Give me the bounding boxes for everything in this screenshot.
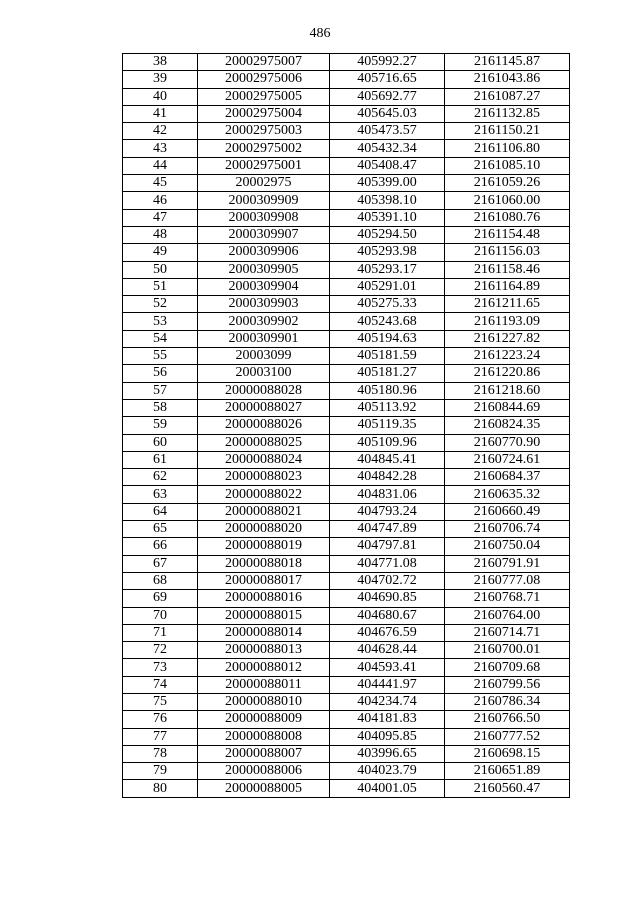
y-coordinate-cell: 2160791.91	[445, 555, 570, 572]
table-row	[123, 607, 570, 624]
point-id-cell: 20002975	[198, 175, 330, 192]
point-id-cell: 20000088020	[198, 521, 330, 538]
x-coordinate-cell: 405294.50	[330, 226, 445, 243]
table-row	[123, 226, 570, 243]
y-coordinate-cell: 2160768.71	[445, 590, 570, 607]
x-coordinate-cell: 404747.89	[330, 521, 445, 538]
x-coordinate-cell: 405692.77	[330, 88, 445, 105]
x-coordinate-cell: 404690.85	[330, 590, 445, 607]
y-coordinate-cell: 2161158.46	[445, 261, 570, 278]
y-coordinate-cell: 2160844.69	[445, 399, 570, 416]
table-row	[123, 555, 570, 572]
x-coordinate-cell: 405180.96	[330, 382, 445, 399]
table-row	[123, 711, 570, 728]
point-id-cell: 20002975003	[198, 123, 330, 140]
row-number-cell: 72	[123, 642, 198, 659]
row-number-cell: 66	[123, 538, 198, 555]
y-coordinate-cell: 2161043.86	[445, 71, 570, 88]
y-coordinate-cell: 2161156.03	[445, 244, 570, 261]
row-number-cell: 75	[123, 693, 198, 710]
y-coordinate-cell: 2161132.85	[445, 105, 570, 122]
y-coordinate-cell: 2161223.24	[445, 348, 570, 365]
x-coordinate-cell: 404797.81	[330, 538, 445, 555]
row-number-cell: 43	[123, 140, 198, 157]
x-coordinate-cell: 404831.06	[330, 486, 445, 503]
x-coordinate-cell: 405716.65	[330, 71, 445, 88]
row-number-cell: 50	[123, 261, 198, 278]
table-row	[123, 451, 570, 468]
row-number-cell: 38	[123, 54, 198, 71]
point-id-cell: 20000088008	[198, 728, 330, 745]
x-coordinate-cell: 404771.08	[330, 555, 445, 572]
row-number-cell: 63	[123, 486, 198, 503]
row-number-cell: 61	[123, 451, 198, 468]
point-id-cell: 20000088027	[198, 399, 330, 416]
x-coordinate-cell: 404023.79	[330, 763, 445, 780]
point-id-cell: 2000309908	[198, 209, 330, 226]
y-coordinate-cell: 2160651.89	[445, 763, 570, 780]
y-coordinate-cell: 2160770.90	[445, 434, 570, 451]
point-id-cell: 2000309907	[198, 226, 330, 243]
point-id-cell: 20000088025	[198, 434, 330, 451]
y-coordinate-cell: 2160766.50	[445, 711, 570, 728]
y-coordinate-cell: 2160777.08	[445, 572, 570, 589]
table-row	[123, 417, 570, 434]
row-number-cell: 64	[123, 503, 198, 520]
coordinates-table	[122, 53, 570, 798]
table-row	[123, 244, 570, 261]
x-coordinate-cell: 404676.59	[330, 624, 445, 641]
y-coordinate-cell: 2161145.87	[445, 54, 570, 71]
x-coordinate-cell: 404793.24	[330, 503, 445, 520]
row-number-cell: 54	[123, 330, 198, 347]
table-row	[123, 503, 570, 520]
row-number-cell: 59	[123, 417, 198, 434]
y-coordinate-cell: 2160706.74	[445, 521, 570, 538]
point-id-cell: 20002975005	[198, 88, 330, 105]
table-row	[123, 278, 570, 295]
x-coordinate-cell: 404593.41	[330, 659, 445, 676]
y-coordinate-cell: 2161080.76	[445, 209, 570, 226]
x-coordinate-cell: 404628.44	[330, 642, 445, 659]
point-id-cell: 20000088012	[198, 659, 330, 676]
point-id-cell: 20000088023	[198, 469, 330, 486]
point-id-cell: 20002975006	[198, 71, 330, 88]
table-row	[123, 469, 570, 486]
table-row	[123, 296, 570, 313]
x-coordinate-cell: 405398.10	[330, 192, 445, 209]
x-coordinate-cell: 404702.72	[330, 572, 445, 589]
row-number-cell: 44	[123, 157, 198, 174]
row-number-cell: 80	[123, 780, 198, 797]
point-id-cell: 20000088013	[198, 642, 330, 659]
row-number-cell: 56	[123, 365, 198, 382]
x-coordinate-cell: 405293.17	[330, 261, 445, 278]
table-row	[123, 330, 570, 347]
point-id-cell: 20002975002	[198, 140, 330, 157]
row-number-cell: 74	[123, 676, 198, 693]
x-coordinate-cell: 405391.10	[330, 209, 445, 226]
table-row	[123, 123, 570, 140]
table-row	[123, 763, 570, 780]
y-coordinate-cell: 2160786.34	[445, 693, 570, 710]
row-number-cell: 76	[123, 711, 198, 728]
table-row	[123, 590, 570, 607]
table-row	[123, 365, 570, 382]
y-coordinate-cell: 2161227.82	[445, 330, 570, 347]
row-number-cell: 39	[123, 71, 198, 88]
y-coordinate-cell: 2160777.52	[445, 728, 570, 745]
point-id-cell: 20000088009	[198, 711, 330, 728]
y-coordinate-cell: 2161164.89	[445, 278, 570, 295]
y-coordinate-cell: 2160799.56	[445, 676, 570, 693]
table-row	[123, 71, 570, 88]
row-number-cell: 71	[123, 624, 198, 641]
table-row	[123, 538, 570, 555]
point-id-cell: 2000309904	[198, 278, 330, 295]
row-number-cell: 48	[123, 226, 198, 243]
point-id-cell: 20000088026	[198, 417, 330, 434]
x-coordinate-cell: 405291.01	[330, 278, 445, 295]
point-id-cell: 20000088006	[198, 763, 330, 780]
row-number-cell: 69	[123, 590, 198, 607]
table-row	[123, 348, 570, 365]
y-coordinate-cell: 2160764.00	[445, 607, 570, 624]
table-row	[123, 434, 570, 451]
x-coordinate-cell: 405992.27	[330, 54, 445, 71]
point-id-cell: 20000088010	[198, 693, 330, 710]
point-id-cell: 20002975001	[198, 157, 330, 174]
row-number-cell: 55	[123, 348, 198, 365]
x-coordinate-cell: 405432.34	[330, 140, 445, 157]
row-number-cell: 52	[123, 296, 198, 313]
y-coordinate-cell: 2161087.27	[445, 88, 570, 105]
y-coordinate-cell: 2160635.32	[445, 486, 570, 503]
y-coordinate-cell: 2160724.61	[445, 451, 570, 468]
x-coordinate-cell: 404842.28	[330, 469, 445, 486]
x-coordinate-cell: 405275.33	[330, 296, 445, 313]
point-id-cell: 20000088024	[198, 451, 330, 468]
y-coordinate-cell: 2161218.60	[445, 382, 570, 399]
x-coordinate-cell: 405408.47	[330, 157, 445, 174]
y-coordinate-cell: 2160824.35	[445, 417, 570, 434]
row-number-cell: 70	[123, 607, 198, 624]
coordinates-table-body	[123, 54, 570, 798]
x-coordinate-cell: 405119.35	[330, 417, 445, 434]
row-number-cell: 65	[123, 521, 198, 538]
y-coordinate-cell: 2161220.86	[445, 365, 570, 382]
point-id-cell: 20000088014	[198, 624, 330, 641]
point-id-cell: 2000309909	[198, 192, 330, 209]
y-coordinate-cell: 2161211.65	[445, 296, 570, 313]
x-coordinate-cell: 405399.00	[330, 175, 445, 192]
table-row	[123, 157, 570, 174]
y-coordinate-cell: 2161154.48	[445, 226, 570, 243]
x-coordinate-cell: 405194.63	[330, 330, 445, 347]
x-coordinate-cell: 405645.03	[330, 105, 445, 122]
table-row	[123, 745, 570, 762]
y-coordinate-cell: 2160698.15	[445, 745, 570, 762]
row-number-cell: 46	[123, 192, 198, 209]
table-row	[123, 642, 570, 659]
point-id-cell: 20003100	[198, 365, 330, 382]
table-row	[123, 659, 570, 676]
table-row	[123, 780, 570, 797]
row-number-cell: 79	[123, 763, 198, 780]
x-coordinate-cell: 405113.92	[330, 399, 445, 416]
x-coordinate-cell: 404181.83	[330, 711, 445, 728]
y-coordinate-cell: 2161150.21	[445, 123, 570, 140]
point-id-cell: 2000309905	[198, 261, 330, 278]
point-id-cell: 20000088019	[198, 538, 330, 555]
x-coordinate-cell: 405181.27	[330, 365, 445, 382]
point-id-cell: 20000088017	[198, 572, 330, 589]
y-coordinate-cell: 2160750.04	[445, 538, 570, 555]
x-coordinate-cell: 404441.97	[330, 676, 445, 693]
row-number-cell: 60	[123, 434, 198, 451]
x-coordinate-cell: 405293.98	[330, 244, 445, 261]
row-number-cell: 45	[123, 175, 198, 192]
table-row	[123, 728, 570, 745]
row-number-cell: 49	[123, 244, 198, 261]
page-number: 486	[309, 26, 331, 41]
point-id-cell: 20002975007	[198, 54, 330, 71]
row-number-cell: 42	[123, 123, 198, 140]
x-coordinate-cell: 405473.57	[330, 123, 445, 140]
x-coordinate-cell: 403996.65	[330, 745, 445, 762]
row-number-cell: 41	[123, 105, 198, 122]
table-row	[123, 209, 570, 226]
row-number-cell: 47	[123, 209, 198, 226]
x-coordinate-cell: 405181.59	[330, 348, 445, 365]
point-id-cell: 20000088007	[198, 745, 330, 762]
y-coordinate-cell: 2160709.68	[445, 659, 570, 676]
table-row	[123, 382, 570, 399]
y-coordinate-cell: 2160560.47	[445, 780, 570, 797]
table-row	[123, 313, 570, 330]
table-row	[123, 624, 570, 641]
row-number-cell: 67	[123, 555, 198, 572]
y-coordinate-cell: 2160660.49	[445, 503, 570, 520]
row-number-cell: 62	[123, 469, 198, 486]
row-number-cell: 53	[123, 313, 198, 330]
point-id-cell: 20003099	[198, 348, 330, 365]
table-row	[123, 521, 570, 538]
table-row	[123, 54, 570, 71]
table-row	[123, 192, 570, 209]
point-id-cell: 20002975004	[198, 105, 330, 122]
row-number-cell: 40	[123, 88, 198, 105]
point-id-cell: 20000088022	[198, 486, 330, 503]
table-row	[123, 676, 570, 693]
point-id-cell: 20000088028	[198, 382, 330, 399]
x-coordinate-cell: 404095.85	[330, 728, 445, 745]
table-row	[123, 105, 570, 122]
x-coordinate-cell: 404001.05	[330, 780, 445, 797]
y-coordinate-cell: 2161106.80	[445, 140, 570, 157]
y-coordinate-cell: 2161060.00	[445, 192, 570, 209]
row-number-cell: 78	[123, 745, 198, 762]
point-id-cell: 20000088016	[198, 590, 330, 607]
y-coordinate-cell: 2161193.09	[445, 313, 570, 330]
point-id-cell: 20000088018	[198, 555, 330, 572]
y-coordinate-cell: 2160714.71	[445, 624, 570, 641]
point-id-cell: 2000309901	[198, 330, 330, 347]
point-id-cell: 20000088015	[198, 607, 330, 624]
y-coordinate-cell: 2161059.26	[445, 175, 570, 192]
y-coordinate-cell: 2160700.01	[445, 642, 570, 659]
table-row	[123, 572, 570, 589]
table-row	[123, 140, 570, 157]
point-id-cell: 20000088005	[198, 780, 330, 797]
row-number-cell: 51	[123, 278, 198, 295]
y-coordinate-cell: 2161085.10	[445, 157, 570, 174]
x-coordinate-cell: 405109.96	[330, 434, 445, 451]
point-id-cell: 2000309903	[198, 296, 330, 313]
x-coordinate-cell: 405243.68	[330, 313, 445, 330]
x-coordinate-cell: 404234.74	[330, 693, 445, 710]
row-number-cell: 68	[123, 572, 198, 589]
row-number-cell: 57	[123, 382, 198, 399]
point-id-cell: 20000088011	[198, 676, 330, 693]
x-coordinate-cell: 404845.41	[330, 451, 445, 468]
row-number-cell: 77	[123, 728, 198, 745]
row-number-cell: 58	[123, 399, 198, 416]
table-row	[123, 175, 570, 192]
table-row	[123, 399, 570, 416]
y-coordinate-cell: 2160684.37	[445, 469, 570, 486]
table-row	[123, 261, 570, 278]
table-row	[123, 693, 570, 710]
point-id-cell: 20000088021	[198, 503, 330, 520]
point-id-cell: 2000309902	[198, 313, 330, 330]
table-row	[123, 486, 570, 503]
point-id-cell: 2000309906	[198, 244, 330, 261]
x-coordinate-cell: 404680.67	[330, 607, 445, 624]
row-number-cell: 73	[123, 659, 198, 676]
table-row	[123, 88, 570, 105]
